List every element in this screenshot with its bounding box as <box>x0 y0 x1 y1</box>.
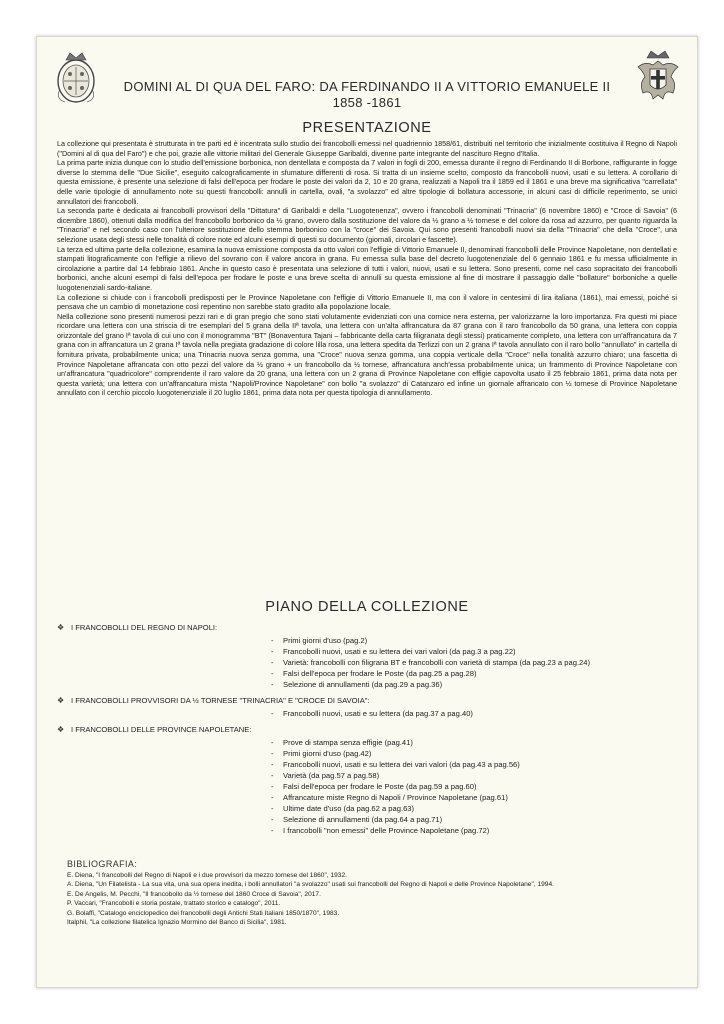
paragraph: La seconda parte è dedicata ai francobolli provvisori della "Dittatura" di Garibaldi e della "Luogotenenza", ovvero i francobolli denominati "Trinacria" (6 novembre 1860) e "Croce di Savoia" (6 dicembre 1860), ottenuti dalla modifica del francobollo borbonico da ½ grano, ovvero dalla sostituzione del valore da ½ grano a ½ tornese e del colore da rosa ad azzurro, per quanto riguarda la "Trinacria" e nel secondo caso con l'ulteriore sostituzione dello stemma borbonico con la "croce" dei Savoia. Qui sono presenti francobolli nuovi sia della "Trinacria" che della "Croce", una selezione usata degli stessi nelle tonalità di colore note ed alcuni esempi di questi su documento (giornali, circolari e fascette). <box>57 206 677 244</box>
diamond-bullet-icon: ❖ <box>57 695 65 705</box>
bibliography-entry: P. Vaccari, "Francobolli e storia postale, trattato storico e catalogo", 2011. <box>67 900 281 907</box>
list-item: - Selezione di annullamenti (da pag.64 a pag.71) <box>271 815 443 824</box>
list-item: - Selezione di annullamenti (da pag.29 a pag.36) <box>271 680 443 689</box>
bibliography-entry: Italphil, "La collezione filatelica Ignazio Mormino del Banco di Sicilia", 1981. <box>67 919 287 926</box>
bibliography-entry: G. Bolaffi, "Catalogo enciclopedico dei francobolli degli Antichi Stati Italiani 1850/1870", 1983. <box>67 909 340 917</box>
title-line-2: 1858 -1861 <box>332 95 402 110</box>
list-item-label: Varietà (da pag.57 a pag.58) <box>283 771 380 780</box>
bibliography-entry: E. Diena, "I francobolli del Regno di Napoli e i due provvisori da mezzo tornese del 1860", 1932. <box>67 871 347 879</box>
list-item-label: Prove di stampa senza effigie (pag.41) <box>283 738 413 747</box>
plan-section-title: I FRANCOBOLLI DELLE PROVINCE NAPOLETANE: <box>71 724 252 734</box>
presentation-heading: PRESENTAZIONE <box>302 120 432 136</box>
plan-section <box>57 621 677 690</box>
list-item-label: Francobolli nuovi, usati e su lettera (da pag.37 a pag.40) <box>283 709 473 718</box>
presentation-text <box>57 139 677 398</box>
document-page <box>36 36 698 988</box>
diamond-bullet-icon: ❖ <box>57 724 65 734</box>
list-item-label: I francobolli "non emessi" delle Province Napoletane (pag.72) <box>283 826 490 835</box>
plan-section <box>57 694 677 719</box>
paragraph: La terza ed ultima parte della collezione, esamina la nuova emissione composta da otto valori con l'effigie di Vittorio Emanuele II, denominati francobolli delle Province Napoletane, non dentellati e stampati litograficamente con l'effigie a rilievo del sovrano con il valore ancora in grana. Fu emessa sulla base del decreto luogotenenziale del 6 gennaio 1861 e fu messa ufficialmente in circolazione a partire dal 14 febbraio 1861. Anche in questo caso è presentata una selezione di tutti i valori, nuovi, usati e su lettera. Sono presenti, come nel caso sopracitato dei francobolli borbonici, anche alcuni esempi di falsi dell'epoca per frodare le poste e una breve scelta di annulli su questa emissione al fine di mostrare il passaggio dalle "bollature" borboniche a quelle luogotenenziali sardo-italiane. <box>57 244 677 292</box>
bourbon-coat-of-arms-icon <box>51 49 101 105</box>
diamond-bullet-icon: ❖ <box>57 622 65 632</box>
list-item-label: Varietà: francobolli con filigrana BT e francobolli con varietà di stampa (da pag.23 a pag.24) <box>283 658 591 667</box>
list-item-label: Selezione di annullamenti (da pag.29 a pag.36) <box>283 680 443 689</box>
bibliography-entry: A. Diena, "Un Filatelista - La sua vita, una sua opera inedita, i bolli annullatori "a svolazzo" usati sui francobolli del Regno di Napoli e delle Province Napoletane", 1994. <box>67 881 554 888</box>
list-item-label: Francobolli nuovi, usati e su lettera dei vari valori (da pag.3 a pag.22) <box>283 647 516 656</box>
page-title <box>117 79 617 111</box>
list-item: - Primi giorni d'uso (pag.2) <box>271 636 368 645</box>
list-item-label: Primi giorni d'uso (pag.42) <box>283 749 372 758</box>
list-item: - Francobolli nuovi, usati e su lettera (da pag.37 a pag.40) <box>271 709 473 718</box>
plan-section-title: I FRANCOBOLLI PROVVISORI DA ½ TORNESE "TRINACRIA" E "CROCE DI SAVOIA": <box>71 695 370 705</box>
title-line-1: DOMINI AL DI QUA DEL FARO: DA FERDINANDO II A VITTORIO EMANUELE II <box>123 79 611 94</box>
list-item-label: Francobolli nuovi, usati e su lettera dei vari valori (da pag.43 a pag.56) <box>283 760 520 769</box>
paragraph: La prima parte inizia dunque con lo studio dell'emissione borbonica, non dentellata e composta da 7 valori in fogli di 200, emessa durante il regno di Ferdinando II di Borbone, raffigurante in fogge diverse lo stemma delle "Due Sicilie", eseguito calcograficamente in sfumature differenti di rosa. Si tratta di un insieme scelto, composto da francobolli nuovi, usati e su lettera. A corollario di questa emissione, è presente una selezione di falsi dell'epoca per frodare le poste dei valori da 2, 10 e 20 grana, realizzati a Napoli tra il 1859 ed il 1861 e una breve ma significativa "carrellata" delle varie tipologie di annullamento note su questi francobolli: annulli in cartella, ovali, "a svolazzo" ed altre tipologie di bollatura accessorie, in alcuni casi di difficile reperimento, se unici annullatori dei francobolli. <box>57 158 677 206</box>
list-item-label: Selezione di annullamenti (da pag.64 a pag.71) <box>283 815 443 824</box>
bibliography-entry: E. De Angelis, M. Pecchi, "Il francobollo da ½ tornese del 1860 Croce di Savoia", 2017. <box>67 890 321 898</box>
list-item-label: Falsi dell'epoca per frodare le Poste (da pag.59 a pag.60) <box>283 782 477 791</box>
list-item-label: Primi giorni d'uso (pag.2) <box>283 636 368 645</box>
plan-list <box>57 621 677 840</box>
bibliography <box>67 860 677 928</box>
list-item: - Primi giorni d'uso (pag.42) <box>271 749 372 758</box>
plan-heading: PIANO DELLA COLLEZIONE <box>265 599 469 615</box>
list-item: - Ultime date d'uso (da pag.62 a pag.63) <box>271 804 415 813</box>
savoy-coat-of-arms-icon <box>633 49 683 105</box>
list-item: - Varietà: francobolli con filigrana BT e francobolli con varietà di stampa (da pag.23 a pag.24) <box>271 658 591 667</box>
list-item: - Francobolli nuovi, usati e su lettera dei vari valori (da pag.43 a pag.56) <box>271 760 520 769</box>
list-item: - Francobolli nuovi, usati e su lettera dei vari valori (da pag.3 a pag.22) <box>271 647 516 656</box>
plan-section <box>57 723 677 836</box>
list-item-label: Falsi dell'epoca per frodare le Poste (da pag.25 a pag.28) <box>283 669 477 678</box>
list-item: - Falsi dell'epoca per frodare le Poste (da pag.25 a pag.28) <box>271 669 477 678</box>
plan-section-title: I FRANCOBOLLI DEL REGNO DI NAPOLI: <box>71 622 218 632</box>
list-item: - I francobolli "non emessi" delle Province Napoletane (pag.72) <box>271 826 490 835</box>
list-item: - Varietà (da pag.57 a pag.58) <box>271 771 380 780</box>
list-item: - Prove di stampa senza effigie (pag.41) <box>271 738 413 747</box>
paragraph: Nella collezione sono presenti numerosi pezzi rari e di gran pregio che sono stati volutamente evidenziati con una cornice nera esterna, per valorizzarne la loro importanza. Fra questi mi piace ricordare una lettera con una striscia di tre esemplari del 5 grana della IIª tavola, una lettera con un'alta affrancatura da 87 grana con il raro francobollo da 50 grana, una lettera con coppia orizzontale del grano Iª tavola di cui uno con il monogramma "BT" (Bonaventura Tajani – fabbricante della carta filigranata degli stessi) praticamente completo, una lettera con un'affrancatura da 7 grana con in affrancatura un 2 grana Iª tavola nella pregiata gradazione di colore lilla rosa, una lettera spedita da Terlizzi con un 2 grana Iª tavola annullato con il raro bollo "annullato" in cartella di fornitura privata, probabilmente unica; una Trinacria nuova senza gomma, una "Croce" nuova senza gomma, una coppia verticale della "Croce" nella tonalità azzurro chiaro; una fascetta di Province Napoletane affrancata con otto pezzi del valore da ½ grano + un francobollo da ½ tornese, affrancatura anch'essa probabilmente unica; un frammento di Province Napoletane con un'affrancatura "quadricolore" comprendente il raro valore da 20 grana, una lettera con un 2 grana di Province Napoletane con effigie capovolta usato il 25 febbraio 1861, prima data nota per questa varietà; una lettera con un'affrancatura mista "Napoli/Province Napoletane" con bollo "a svolazzo" di Catanzaro ed infine un giornale affrancato con ½ tornese di Province Napoletane annullato con il cerchio piccolo luogotenenziale il 20 luglio 1861, prima data nota per questa tipologia di annullamento. <box>57 311 677 398</box>
paragraph: La collezione qui presentata è strutturata in tre parti ed è incentrata sullo studio dei francobolli emessi nel quadriennio 1858/61, distribuiti nel territorio che inizialmente costituiva il Regno di Napoli ("Domini al di qua del Faro") e che poi, grazie alle vittorie militari del Generale Giuseppe Garibaldi, divenne parte integrante del nascituro Regno d'Italia. <box>57 139 677 158</box>
bibliography-heading: BIBLIOGRAFIA: <box>67 859 138 869</box>
list-item-label: Affrancature miste Regno di Napoli / Province Napoletane (pag.61) <box>283 793 508 802</box>
list-item: - Falsi dell'epoca per frodare le Poste (da pag.59 a pag.60) <box>271 782 477 791</box>
list-item: - Affrancature miste Regno di Napoli / Province Napoletane (pag.61) <box>271 793 508 802</box>
list-item-label: Ultime date d'uso (da pag.62 a pag.63) <box>283 804 415 813</box>
paragraph: La collezione si chiude con i francobolli predisposti per le Province Napoletane con l'effigie di Vittorio Emanuele II, ma con il valore in centesimi di lira italiana (1861), mai emessi, poiché si pensava che un cambio di monetazione così repentino non sarebbe stato gradito alla popolazione locale. <box>57 292 677 312</box>
